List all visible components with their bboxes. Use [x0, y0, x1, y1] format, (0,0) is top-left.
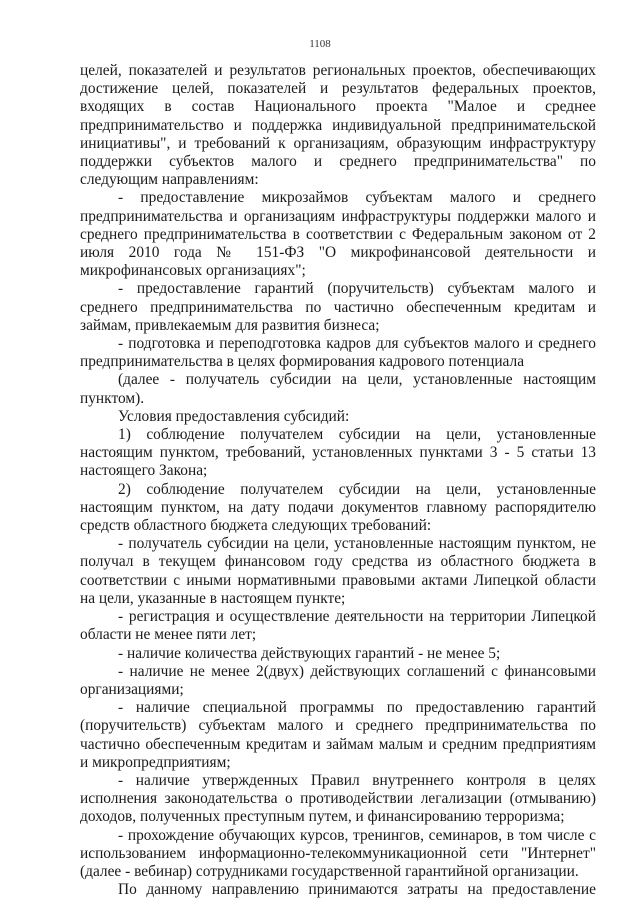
- paragraph: - наличие не менее 2(двух) действующих соглашений с финансовыми организациями;: [80, 662, 596, 698]
- paragraph: (далее - получатель субсидии на цели, установленные настоящим пунктом).: [80, 371, 596, 407]
- paragraph: - предоставление гарантий (поручительств) субъектам малого и среднего предпринимательства по частично обеспеченным кредитам и займам, привлекаемым для развития бизнеса;: [80, 280, 596, 334]
- paragraph: - прохождение обучающих курсов, тренингов, семинаров, в том числе с использованием информационно-телекоммуникационной сети "Интернет" (далее - вебинар) сотрудниками государственной гарантийной организации.: [80, 826, 596, 880]
- paragraph: - регистрация и осуществление деятельности на территории Липецкой области не менее пяти лет;: [80, 608, 596, 644]
- paragraph: - наличие специальной программы по предоставлению гарантий (поручительств) субъектам малого и среднего предпринимательства по частично обеспеченным кредитам и займам малым и средним предприятиям и микропредприятиям;: [80, 699, 596, 771]
- paragraph: 1) соблюдение получателем субсидии на цели, установленные настоящим пунктом, требований, установленных пунктами 3 - 5 статьи 13 настоящего Закона;: [80, 426, 596, 480]
- paragraph: - предоставление микрозаймов субъектам малого и среднего предпринимательства и организациям инфраструктуры поддержки малого и среднего предпринимательства в соответствии с Федеральным законом от 2 июля 2010 года № 151-ФЗ "О микрофинансовой деятельности и микрофинансовых организациях";: [80, 189, 596, 280]
- paragraph: По данному направлению принимаются затраты на предоставление: [118, 881, 596, 899]
- document-body: [80, 62, 596, 899]
- paragraph: - получатель субсидии на цели, установленные настоящим пунктом, не получал в текущем финансовом году средства из областного бюджета в соответствии с иными нормативными правовыми актами Липецкой области на цели, указанные в настоящем пункте;: [80, 535, 596, 607]
- paragraph: Условия предоставления субсидий:: [118, 407, 350, 425]
- paragraph: - наличие количества действующих гарантий - не менее 5;: [118, 644, 501, 662]
- paragraph: - подготовка и переподготовка кадров для субъектов малого и среднего предпринимательства в целях формирования кадрового потенциала: [80, 335, 596, 371]
- page-number: 1108: [309, 38, 331, 50]
- paragraph: 2) соблюдение получателем субсидии на цели, установленные настоящим пунктом, на дату подачи документов главному распорядителю средств областного бюджета следующих требований:: [80, 480, 596, 535]
- paragraph: - наличие утвержденных Правил внутреннего контроля в целях исполнения законодательства о противодействии легализации (отмыванию) доходов, полученных преступным путем, и финансированию терроризма;: [80, 771, 596, 826]
- paragraph: целей, показателей и результатов региональных проектов, обеспечивающих достижение целей, показателей и результатов федеральных проектов, входящих в состав Национального проекта "Малое и среднее предпринимательство и поддержка индивидуальной предпринимательской инициативы", и требований к организациям, образующим инфраструктуру поддержки субъектов малого и среднего предпринимательства" по следующим направлениям:: [80, 62, 596, 189]
